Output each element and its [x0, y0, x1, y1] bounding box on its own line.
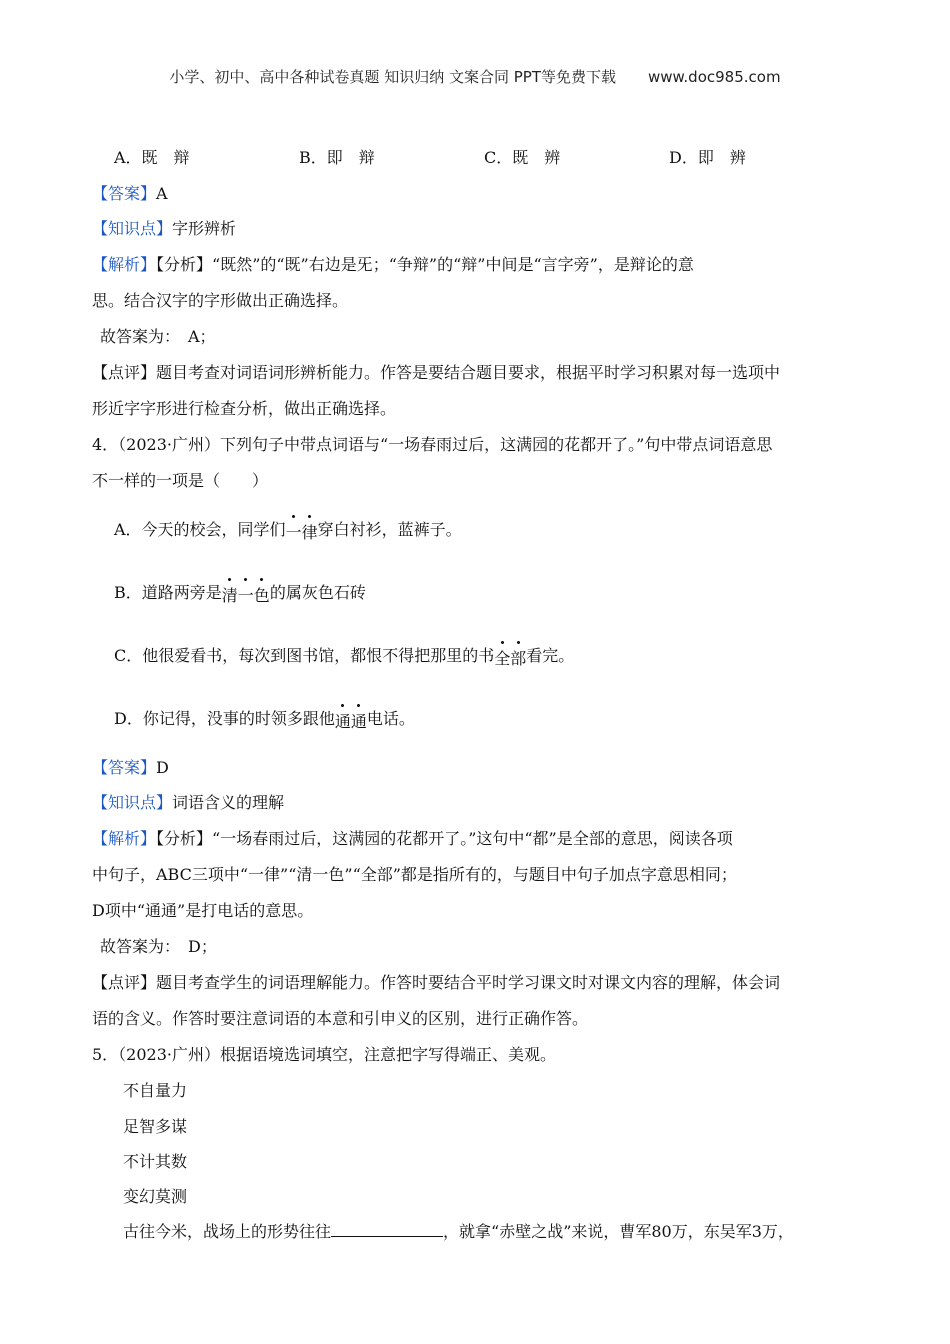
option-text: B．道路两旁是: [114, 583, 222, 602]
q4-stem-line-2: 不一样的一项是（ ）: [92, 471, 269, 490]
analysis-text: 【分析】“既然”的“既”右边是旡；“争辩”的“辩”中间是“言字旁”，是辩论的意: [156, 255, 694, 274]
q5-word: 变幻莫测: [123, 1187, 188, 1206]
q4-analysis-line-2: 中句子，ABC三项中“一律”“清一色”“全部”都是指所有的，与题目中句子加点字意思相同；: [92, 865, 737, 884]
dotted-char: 通: [351, 709, 367, 732]
knowledge-value: 词语含义的理解: [172, 793, 285, 812]
answer-value: A: [156, 184, 168, 203]
dotted-char: 通: [335, 709, 351, 732]
q3-review-line-1: [92, 360, 780, 383]
option-text: D．你记得，没事的时领多跟他: [114, 709, 335, 728]
q4-conclusion: 故答案为： D；: [100, 937, 217, 956]
dotted-char: 一: [286, 520, 302, 543]
dotted-char: 色: [254, 583, 270, 606]
review-text: 题目考查对词语词形辨析能力。作答是要结合题目要求，根据平时学习积累对每一选项中: [156, 363, 781, 382]
header-text: 小学、初中、高中各种试卷真题 知识归纳 文案合同 PPT等免费下载: [169, 68, 616, 86]
q5-sentence: [123, 1219, 794, 1242]
q4-review-line-2: 语的含义。作答时要注意词语的本意和引申义的区别，进行正确作答。: [92, 1009, 589, 1028]
q3-analysis-line-1: [92, 252, 694, 275]
q4-stem-line-1: 4．（2023·广州）下列句子中带点词语与“一场春雨过后，这满园的花都开了。”句中带点词语意思: [92, 435, 773, 454]
review-tag: 【点评】: [92, 973, 157, 992]
q3-option-b: B．即 辩: [299, 148, 375, 167]
q4-option-c: [114, 643, 574, 666]
answer-value: D: [156, 758, 169, 777]
option-text: 电话。: [366, 709, 415, 728]
q4-analysis-line-1: [92, 826, 733, 849]
q3-option-c: C．既 辨: [484, 148, 561, 167]
q3-review-line-2: 形近字字形进行检查分析，做出正确选择。: [92, 399, 397, 418]
q4-option-a: [114, 517, 462, 540]
page-header: [0, 66, 950, 87]
header-site: www.doc985.com: [647, 68, 781, 86]
q3-knowledge-point: [92, 216, 236, 239]
sentence-text: ，就拿“赤壁之战”来说，曹军80万，东吴军3万，: [443, 1222, 794, 1241]
q4-answer: [92, 755, 169, 778]
dotted-char: 律: [302, 520, 318, 543]
analysis-tag: 【解析】: [92, 255, 157, 274]
dotted-char: 全: [494, 646, 510, 669]
dotted-char: 清: [222, 583, 238, 606]
fill-blank[interactable]: [331, 1222, 443, 1237]
q3-answer: [92, 181, 168, 204]
option-text: 穿白衬衫，蓝裤子。: [317, 520, 462, 539]
analysis-tag: 【解析】: [92, 829, 157, 848]
answer-tag: 【答案】: [92, 758, 157, 777]
analysis-text: 【分析】“一场春雨过后，这满园的花都开了。”这句中“都”是全部的意思，阅读各项: [156, 829, 733, 848]
sentence-text: 古往今米，战场上的形势往往: [123, 1222, 332, 1241]
dotted-char: 部: [510, 646, 526, 669]
q5-stem: 5．（2023·广州）根据语境选词填空，注意把字写得端正、美观。: [92, 1045, 556, 1064]
option-text: C．他很爱看书，每次到图书馆，都恨不得把那里的书: [114, 646, 495, 665]
q3-conclusion: 故答案为： A；: [100, 327, 216, 346]
option-text: 的属灰色石砖: [269, 583, 366, 602]
q5-word: 不计其数: [123, 1152, 188, 1171]
q4-option-b: [114, 580, 366, 603]
knowledge-tag: 【知识点】: [92, 793, 173, 812]
knowledge-tag: 【知识点】: [92, 219, 173, 238]
q4-analysis-line-3: D项中“通通”是打电话的意思。: [92, 901, 314, 920]
q5-word: 足智多谋: [123, 1117, 188, 1136]
review-tag: 【点评】: [92, 363, 157, 382]
answer-tag: 【答案】: [92, 184, 157, 203]
q3-analysis-line-2: 思。结合汉字的字形做出正确选择。: [92, 291, 349, 310]
dotted-char: 一: [238, 583, 254, 606]
option-text: A．今天的校会，同学们: [114, 520, 286, 539]
review-text: 题目考查学生的词语理解能力。作答时要结合平时学习课文时对课文内容的理解，体会词: [156, 973, 781, 992]
q4-knowledge-point: [92, 790, 284, 813]
knowledge-value: 字形辨析: [172, 219, 237, 238]
option-text: 看完。: [526, 646, 575, 665]
q5-word: 不自量力: [123, 1081, 188, 1100]
q4-review-line-1: [92, 970, 780, 993]
q3-option-d: D．即 辨: [669, 148, 746, 167]
q4-option-d: [114, 706, 415, 729]
q3-option-a: A．既 辩: [114, 148, 190, 167]
